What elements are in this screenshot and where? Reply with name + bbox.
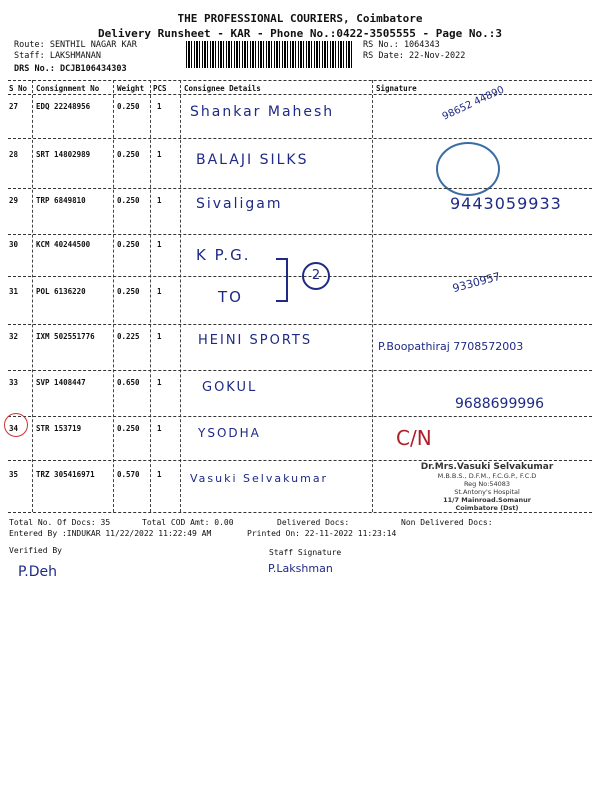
- total-docs: Total No. Of Docs: 35: [9, 518, 111, 527]
- row-pcs: 1: [157, 150, 162, 159]
- row-rule: [8, 138, 592, 139]
- row-pcs: 1: [157, 287, 162, 296]
- table-bottom-rule: [8, 512, 592, 513]
- row-rule: [8, 234, 592, 235]
- row-sno: 31: [9, 287, 19, 296]
- delivered-docs: Delivered Docs:: [277, 518, 350, 527]
- company-title: THE PROFESSIONAL COURIERS, Coimbatore: [177, 12, 423, 25]
- stamp-reg: Reg No:54083: [463, 480, 511, 488]
- row-rule: [8, 324, 592, 325]
- col-pcs: PCS: [153, 84, 167, 93]
- row-rule: [8, 276, 592, 277]
- col-consignment: Consignment No: [36, 84, 100, 93]
- route-label: Route: SENTHIL NAGAR KAR: [14, 40, 137, 50]
- row-consignee: Vasuki Selvakumar: [190, 472, 329, 485]
- row-sno: 35: [9, 470, 19, 479]
- row-weight: 0.250: [117, 196, 140, 205]
- non-delivered-docs: Non Delivered Docs:: [401, 518, 493, 527]
- rs-number: RS No.: 1064343: [363, 40, 440, 50]
- verified-by-label: Verified By: [9, 546, 62, 555]
- row-pcs: 1: [157, 102, 162, 111]
- row-pcs: 1: [157, 424, 162, 433]
- row-pcs: 1: [157, 240, 162, 249]
- row-pcs: 1: [157, 196, 162, 205]
- col-rule: [150, 80, 151, 512]
- row-consignee: GOKUL: [202, 380, 258, 395]
- row-consignment: TRP 6849810: [36, 196, 86, 205]
- bracket-mark: [276, 258, 288, 302]
- col-rule: [32, 80, 33, 512]
- doctor-stamp: [392, 462, 582, 512]
- col-weight: Weight: [117, 84, 145, 93]
- row-consignment: POL 6136220: [36, 287, 86, 296]
- row-consignee: YSODHA: [198, 426, 261, 440]
- circled-note: 2: [302, 262, 330, 290]
- row-weight: 0.650: [117, 378, 140, 387]
- col-consignee: Consignee Details: [184, 84, 261, 93]
- col-rule: [113, 80, 114, 512]
- row-signature: C/N: [396, 426, 432, 450]
- staff-signature-label: Staff Signature: [269, 548, 342, 557]
- row-rule: [8, 460, 592, 461]
- stamp-district: Coimbatore (Dst): [455, 504, 519, 512]
- row-consignment: TRZ 305416971: [36, 470, 95, 479]
- barcode: [186, 41, 354, 68]
- row-consignment: KCM 40244500: [36, 240, 91, 249]
- total-cod: Total COD Amt: 0.00: [142, 518, 234, 527]
- runsheet-subtitle: Delivery Runsheet - KAR - Phone No.:0422-3505555 - Page No.:3: [98, 27, 502, 40]
- staff-signature: P.Lakshman: [268, 562, 333, 575]
- row-signature: 98652 44890: [440, 84, 507, 123]
- row-sno: 34: [9, 424, 19, 433]
- row-signature: 9330957: [451, 269, 502, 296]
- entered-by: Entered By :INDUKAR 11/22/2022 11:22:49 AM: [9, 529, 212, 538]
- stamp-degree: M.B.B.S., D.F.M., F.C.G.P., F.C.D: [437, 472, 537, 480]
- stamp-address: 11/7 Mainroad.Somanur: [443, 496, 531, 504]
- row-sno: 32: [9, 332, 19, 341]
- row-weight: 0.250: [117, 424, 140, 433]
- row-pcs: 1: [157, 378, 162, 387]
- row-weight: 0.250: [117, 287, 140, 296]
- row-consignee: HEINI SPORTS: [198, 333, 313, 348]
- row-rule: [8, 370, 592, 371]
- row-sno: 33: [9, 378, 19, 387]
- row-rule: [8, 188, 592, 189]
- verified-signature: P.Deh: [18, 564, 57, 580]
- row-consignee: TO: [218, 288, 243, 306]
- col-rule: [372, 80, 373, 512]
- row-pcs: 1: [157, 470, 162, 479]
- row-sno: 28: [9, 150, 19, 159]
- row-consignment: EDQ 22248956: [36, 102, 91, 111]
- row-consignee: BALAJI SILKS: [196, 152, 309, 168]
- printed-on: Printed On: 22-11-2022 11:23:14: [247, 529, 397, 538]
- row-consignment: SVP 1408447: [36, 378, 86, 387]
- row-weight: 0.250: [117, 240, 140, 249]
- row-signature: 9443059933: [450, 194, 562, 213]
- col-sno: S No: [9, 84, 28, 93]
- row-consignment: SRT 14802989: [36, 150, 91, 159]
- row-weight: 0.570: [117, 470, 140, 479]
- row-weight: 0.225: [117, 332, 140, 341]
- stamp-hospital: St.Antony's Hospital: [454, 488, 520, 496]
- col-signature: Signature: [376, 84, 417, 93]
- col-rule: [180, 80, 181, 512]
- row-signature: P.Boopathiraj 7708572003: [378, 340, 524, 353]
- stamp-name: Dr.Mrs.Vasuki Selvakumar: [420, 462, 554, 472]
- row-pcs: 1: [157, 332, 162, 341]
- row-rule: [8, 416, 592, 417]
- row-consignment: STR 153719: [36, 424, 82, 433]
- row-weight: 0.250: [117, 102, 140, 111]
- row-consignee: K P.G.: [196, 246, 251, 264]
- rs-date: RS Date: 22-Nov-2022: [363, 51, 466, 61]
- row-sno: 30: [9, 240, 19, 249]
- row-weight: 0.250: [117, 150, 140, 159]
- row-consignment: IXM 502551776: [36, 332, 95, 341]
- row-consignee: Shankar Mahesh: [190, 104, 335, 120]
- row-consignee: Sivaligam: [196, 196, 283, 212]
- header-top-rule: [8, 80, 592, 81]
- drs-number: DRS No.: DCJB106434303: [14, 64, 127, 74]
- row-sno: 29: [9, 196, 19, 205]
- staff-label: Staff: LAKSHMANAN: [14, 51, 101, 61]
- row-signature: 9688699996: [455, 396, 545, 412]
- row-sno: 27: [9, 102, 19, 111]
